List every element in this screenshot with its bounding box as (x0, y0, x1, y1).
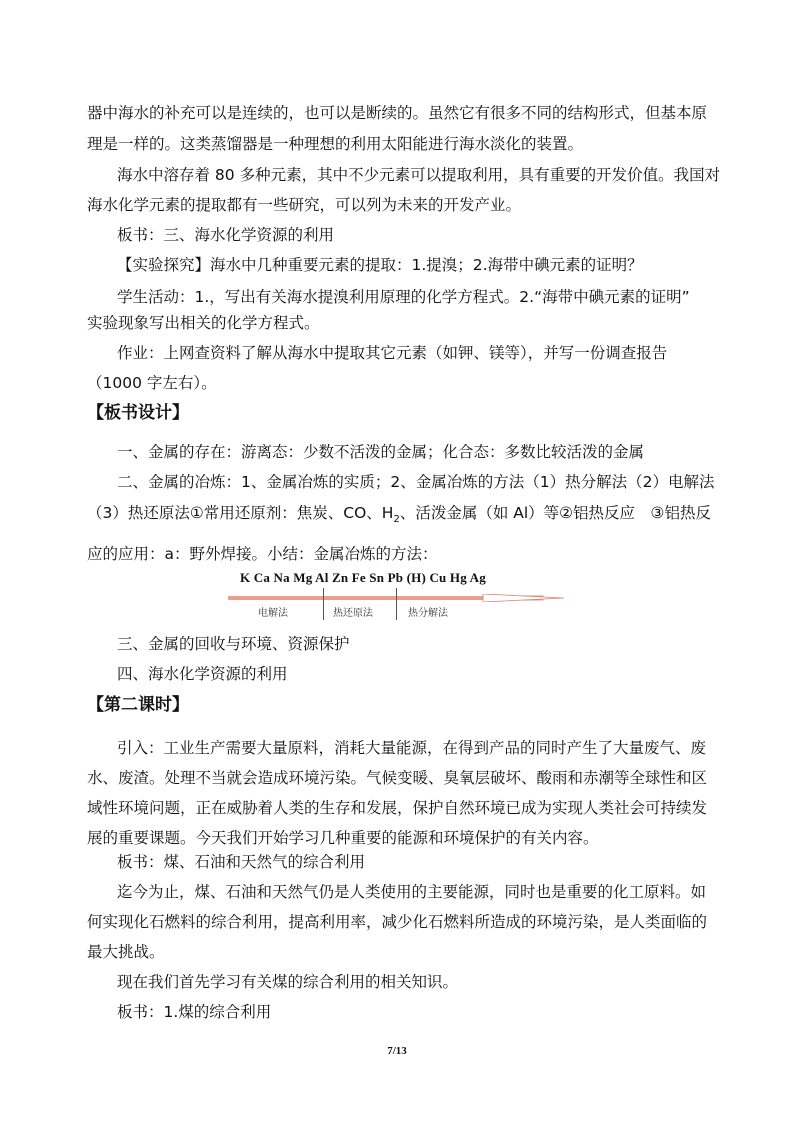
paragraph-line: 水、废渣。处理不当就会造成环境污染。气候变暖、臭氧层破坏、酸雨和赤潮等全球性和区 (87, 769, 708, 787)
paragraph-line: 实验现象写出相关的化学方程式。 (87, 314, 320, 332)
paragraph-line: 器中海水的补充可以是连续的，也可以是断续的。虽然它有很多不同的结构形式，但基本原 (87, 104, 708, 122)
design-line (87, 503, 711, 526)
design-line: 二、金属的冶炼：1、金属冶炼的实质；2、金属冶炼的方法（1）热分解法（2）电解法 (117, 473, 715, 491)
method-label: 电解法 (258, 608, 288, 619)
board-note: 板书：1.煤的综合利用 (117, 1003, 272, 1021)
page-number: 7/13 (387, 1045, 407, 1057)
metal-list: K Ca Na Mg Al Zn Fe Sn Pb (H) Cu Hg Ag (240, 570, 486, 585)
design-text: 、活泼金属（如 Al）等②铝热反应 ③铝热反 (399, 504, 711, 522)
divider (396, 588, 397, 620)
method-label: 热分解法 (408, 608, 448, 619)
paragraph-line: 学生活动：1.，写出有关海水提溴利用原理的化学方程式。2.“海带中碘元素的证明” (117, 288, 690, 306)
homework-line: 作业：上网查资料了解从海水中提取其它元素（如钾、镁等），并写一份调查报告 (117, 344, 668, 362)
experiment-line: 【实验探究】海水中几种重要元素的提取：1.提溴；2.海带中碘元素的证明？ (117, 256, 643, 274)
design-text: （3）热还原法①常用还原剂：焦炭、CO、H (87, 504, 394, 522)
paragraph-line: 迄今为止，煤、石油和天然气仍是人类使用的主要能源，同时也是重要的化工原料。如 (117, 883, 707, 901)
paragraph-line: 理是一样的。这类蒸馏器是一种理想的利用太阳能进行海水淡化的装置。 (87, 135, 584, 153)
design-line: 三、金属的回收与环境、资源保护 (117, 635, 350, 653)
board-note: 板书：煤、石油和天然气的综合利用 (117, 853, 366, 871)
metal-activity-series-figure (228, 568, 564, 620)
paragraph-line: 域性环境问题，正在威胁着人类的生存和发展，保护自然环境已成为实现人类社会可持续发 (87, 799, 708, 817)
paragraph-line: 海水中溶存着 80 多种元素，其中不少元素可以提取利用，具有重要的开发价值。我国对 (117, 166, 721, 184)
design-line: 应的应用：a：野外焊接。小结：金属冶炼的方法： (87, 545, 438, 563)
paragraph-line: 引入：工业生产需要大量原料，消耗大量能源，在得到产品的同时产生了大量废气、废 (117, 739, 707, 757)
paragraph-line: 展的重要课题。今天我们开始学习几种重要的能源和环境保护的有关内容。 (87, 829, 599, 847)
paragraph-line: 海水化学元素的提取都有一些研究，可以列为未来的开发产业。 (87, 196, 522, 214)
divider (323, 588, 324, 620)
paragraph-line: （1000 字左右）。 (87, 374, 217, 392)
design-line: 一、金属的存在：游离态：少数不活泼的金属；化合态：多数比较活泼的金属 (117, 443, 645, 461)
paragraph-line: 最大挑战。 (87, 943, 165, 961)
design-line: 四、海水化学资源的利用 (117, 665, 288, 683)
method-label: 热还原法 (333, 608, 373, 619)
section-heading-design: 【板书设计】 (87, 403, 189, 423)
board-note: 板书：三、海水化学资源的利用 (117, 226, 335, 244)
section-heading-second: 【第二课时】 (87, 695, 189, 715)
subscript: 2 (393, 514, 400, 525)
paragraph-line: 何实现化石燃料的综合利用，提高利用率，减少化石燃料所造成的环境污染，是人类面临的 (87, 913, 708, 931)
paragraph-line: 现在我们首先学习有关煤的综合利用的相关知识。 (117, 973, 459, 991)
